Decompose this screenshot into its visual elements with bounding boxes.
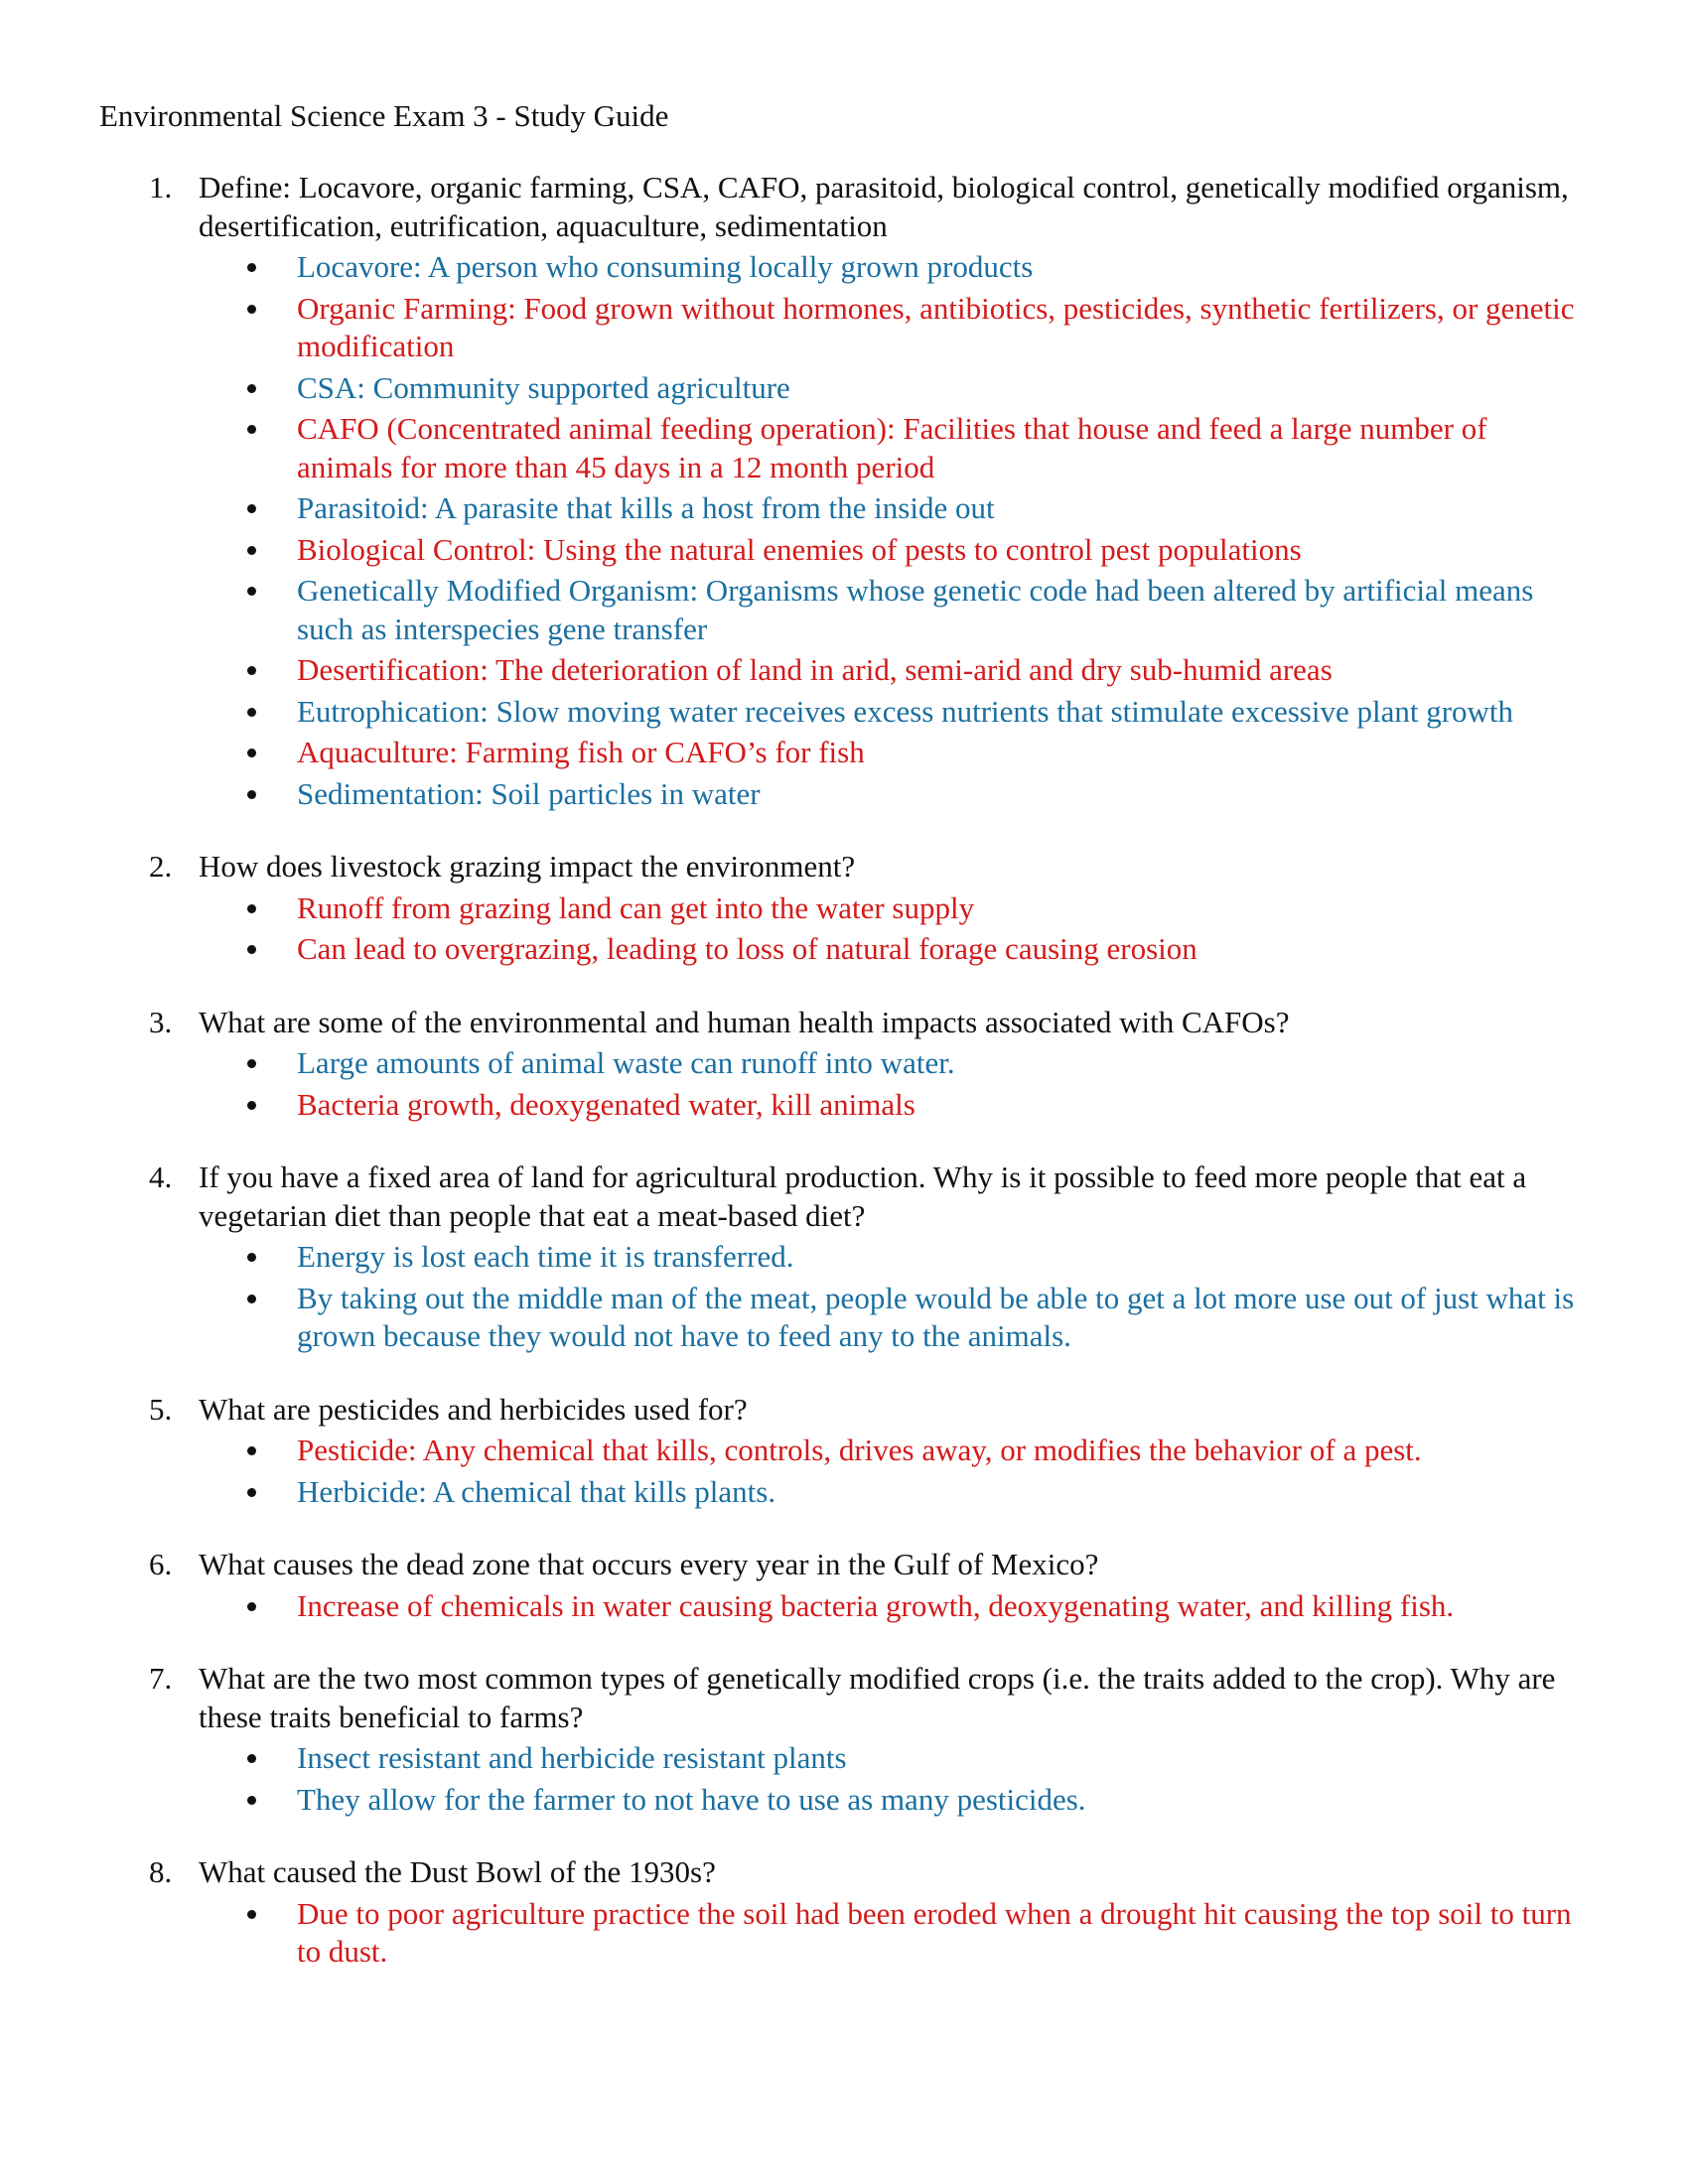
bullet-icon	[247, 384, 256, 393]
question-text: Define: Locavore, organic farming, CSA, CAFO, parasitoid, biological control, genetically modified organism, desertification, eutrification, aquaculture, sedimentation	[199, 170, 1569, 243]
question-text: What caused the Dust Bowl of the 1930s?	[199, 1854, 716, 1889]
bullet-icon	[247, 945, 256, 954]
answer-item	[0, 1895, 1688, 1972]
answer-text: Herbicide: A chemical that kills plants.	[297, 1473, 776, 1509]
answer-text: Parasitoid: A parasite that kills a host from the inside out	[297, 490, 995, 525]
answer-item	[0, 531, 1688, 570]
answer-list	[0, 889, 1688, 969]
question-item	[0, 1660, 1688, 1819]
question-text: If you have a fixed area of land for agricultural production. Why is it possible to feed more people that eat a vegetarian diet than people that eat a meat-based diet?	[199, 1160, 1527, 1233]
answer-text: Energy is lost each time it is transferred.	[297, 1239, 794, 1274]
answer-text: Locavore: A person who consuming locally grown products	[297, 249, 1034, 284]
answer-item	[0, 1238, 1688, 1277]
question-number: 4.	[149, 1160, 173, 1194]
answer-item	[0, 651, 1688, 690]
answer-item	[0, 1781, 1688, 1820]
bullet-icon	[247, 1253, 256, 1262]
answer-item	[0, 889, 1688, 928]
question-text: What are the two most common types of genetically modified crops (i.e. the traits added to the crop). Why are these traits beneficial to farms?	[199, 1661, 1556, 1734]
question-item	[0, 1546, 1688, 1625]
question-text: How does livestock grazing impact the environment?	[199, 849, 856, 884]
question-number: 1.	[149, 170, 173, 205]
answer-list	[0, 1587, 1688, 1626]
answer-item	[0, 410, 1688, 486]
answer-list	[0, 1044, 1688, 1124]
bullet-icon	[247, 708, 256, 717]
answer-text: Pesticide: Any chemical that kills, controls, drives away, or modifies the behavior of a pest.	[297, 1433, 1422, 1467]
bullet-icon	[247, 1796, 256, 1805]
bullet-icon	[247, 1488, 256, 1497]
answer-list	[0, 1895, 1688, 1972]
question-number: 8.	[149, 1854, 173, 1889]
answer-item	[0, 290, 1688, 366]
question-text: What are some of the environmental and human health impacts associated with CAFOs?	[199, 1004, 1290, 1039]
answer-item	[0, 572, 1688, 648]
bullet-icon	[247, 1910, 256, 1919]
answer-item	[0, 1473, 1688, 1512]
document-title: Environmental Science Exam 3 - Study Guide	[99, 98, 669, 133]
answer-item	[0, 248, 1688, 287]
answer-text: CSA: Community supported agriculture	[297, 369, 790, 405]
answer-text: CAFO (Concentrated animal feeding operation): Facilities that house and feed a large number of animals for more than 45 days in a 12 month period	[297, 411, 1487, 484]
bullet-icon	[247, 1101, 256, 1110]
answer-text: Aquaculture: Farming fish or CAFO’s for fish	[297, 735, 865, 769]
bullet-icon	[247, 425, 256, 434]
question-number: 7.	[149, 1661, 173, 1696]
question-number: 3.	[149, 1004, 173, 1039]
question-item	[0, 1391, 1688, 1512]
answer-text: Can lead to overgrazing, leading to loss of natural forage causing erosion	[297, 931, 1197, 966]
answer-text: By taking out the middle man of the meat, people would be able to get a lot more use out of just what is grown because they would not have to feed any to the animals.	[297, 1280, 1575, 1353]
question-item	[0, 848, 1688, 969]
answer-text: They allow for the farmer to not have to use as many pesticides.	[297, 1781, 1086, 1817]
answer-text: Runoff from grazing land can get into the water supply	[297, 889, 975, 925]
answer-item	[0, 1280, 1688, 1356]
question-text: What causes the dead zone that occurs every year in the Gulf of Mexico?	[199, 1547, 1099, 1581]
answer-text: Genetically Modified Organism: Organisms whose genetic code had been altered by artificial means such as interspecies gene transfer	[297, 573, 1534, 646]
answer-item	[0, 1086, 1688, 1125]
answer-item	[0, 489, 1688, 528]
answer-item	[0, 775, 1688, 814]
bullet-icon	[247, 904, 256, 913]
bullet-icon	[247, 1754, 256, 1763]
question-item	[0, 1159, 1688, 1356]
bullet-icon	[247, 504, 256, 513]
answer-text: Increase of chemicals in water causing bacteria growth, deoxygenating water, and killing fish.	[297, 1587, 1455, 1623]
answer-list	[0, 1739, 1688, 1819]
answer-item	[0, 369, 1688, 408]
question-list	[0, 169, 1688, 2006]
answer-text: Biological Control: Using the natural enemies of pests to control pest populations	[297, 531, 1302, 567]
answer-text: Bacteria growth, deoxygenated water, kill animals	[297, 1086, 915, 1122]
question-item	[0, 1853, 1688, 1972]
question-number: 2.	[149, 849, 173, 884]
bullet-icon	[247, 749, 256, 757]
answer-text: Due to poor agriculture practice the soil had been eroded when a drought hit causing the top soil to turn to dust.	[297, 1895, 1572, 1969]
answer-text: Insect resistant and herbicide resistant plants	[297, 1740, 847, 1775]
answer-list	[0, 248, 1688, 813]
answer-item	[0, 1044, 1688, 1083]
bullet-icon	[247, 546, 256, 555]
answer-item	[0, 734, 1688, 772]
question-text: What are pesticides and herbicides used for?	[199, 1391, 748, 1427]
answer-text: Large amounts of animal waste can runoff into water.	[297, 1045, 955, 1080]
bullet-icon	[247, 1446, 256, 1455]
answer-item	[0, 1587, 1688, 1626]
answer-text: Organic Farming: Food grown without hormones, antibiotics, pesticides, synthetic fertilizers, or genetic modification	[297, 290, 1575, 363]
bullet-icon	[247, 666, 256, 675]
question-number: 5.	[149, 1391, 173, 1427]
answer-text: Eutrophication: Slow moving water receives excess nutrients that stimulate excessive plant growth	[297, 693, 1514, 729]
answer-list	[0, 1432, 1688, 1511]
bullet-icon	[247, 1295, 256, 1303]
question-item	[0, 1004, 1688, 1125]
answer-text: Desertification: The deterioration of land in arid, semi-arid and dry sub-humid areas	[297, 652, 1333, 687]
bullet-icon	[247, 1602, 256, 1611]
bullet-icon	[247, 305, 256, 314]
answer-text: Sedimentation: Soil particles in water	[297, 775, 761, 811]
answer-item	[0, 1432, 1688, 1470]
bullet-icon	[247, 790, 256, 799]
answer-item	[0, 693, 1688, 732]
question-item	[0, 169, 1688, 813]
question-number: 6.	[149, 1547, 173, 1581]
bullet-icon	[247, 263, 256, 272]
bullet-icon	[247, 1059, 256, 1068]
answer-list	[0, 1238, 1688, 1356]
answer-item	[0, 930, 1688, 969]
answer-item	[0, 1739, 1688, 1778]
bullet-icon	[247, 587, 256, 596]
